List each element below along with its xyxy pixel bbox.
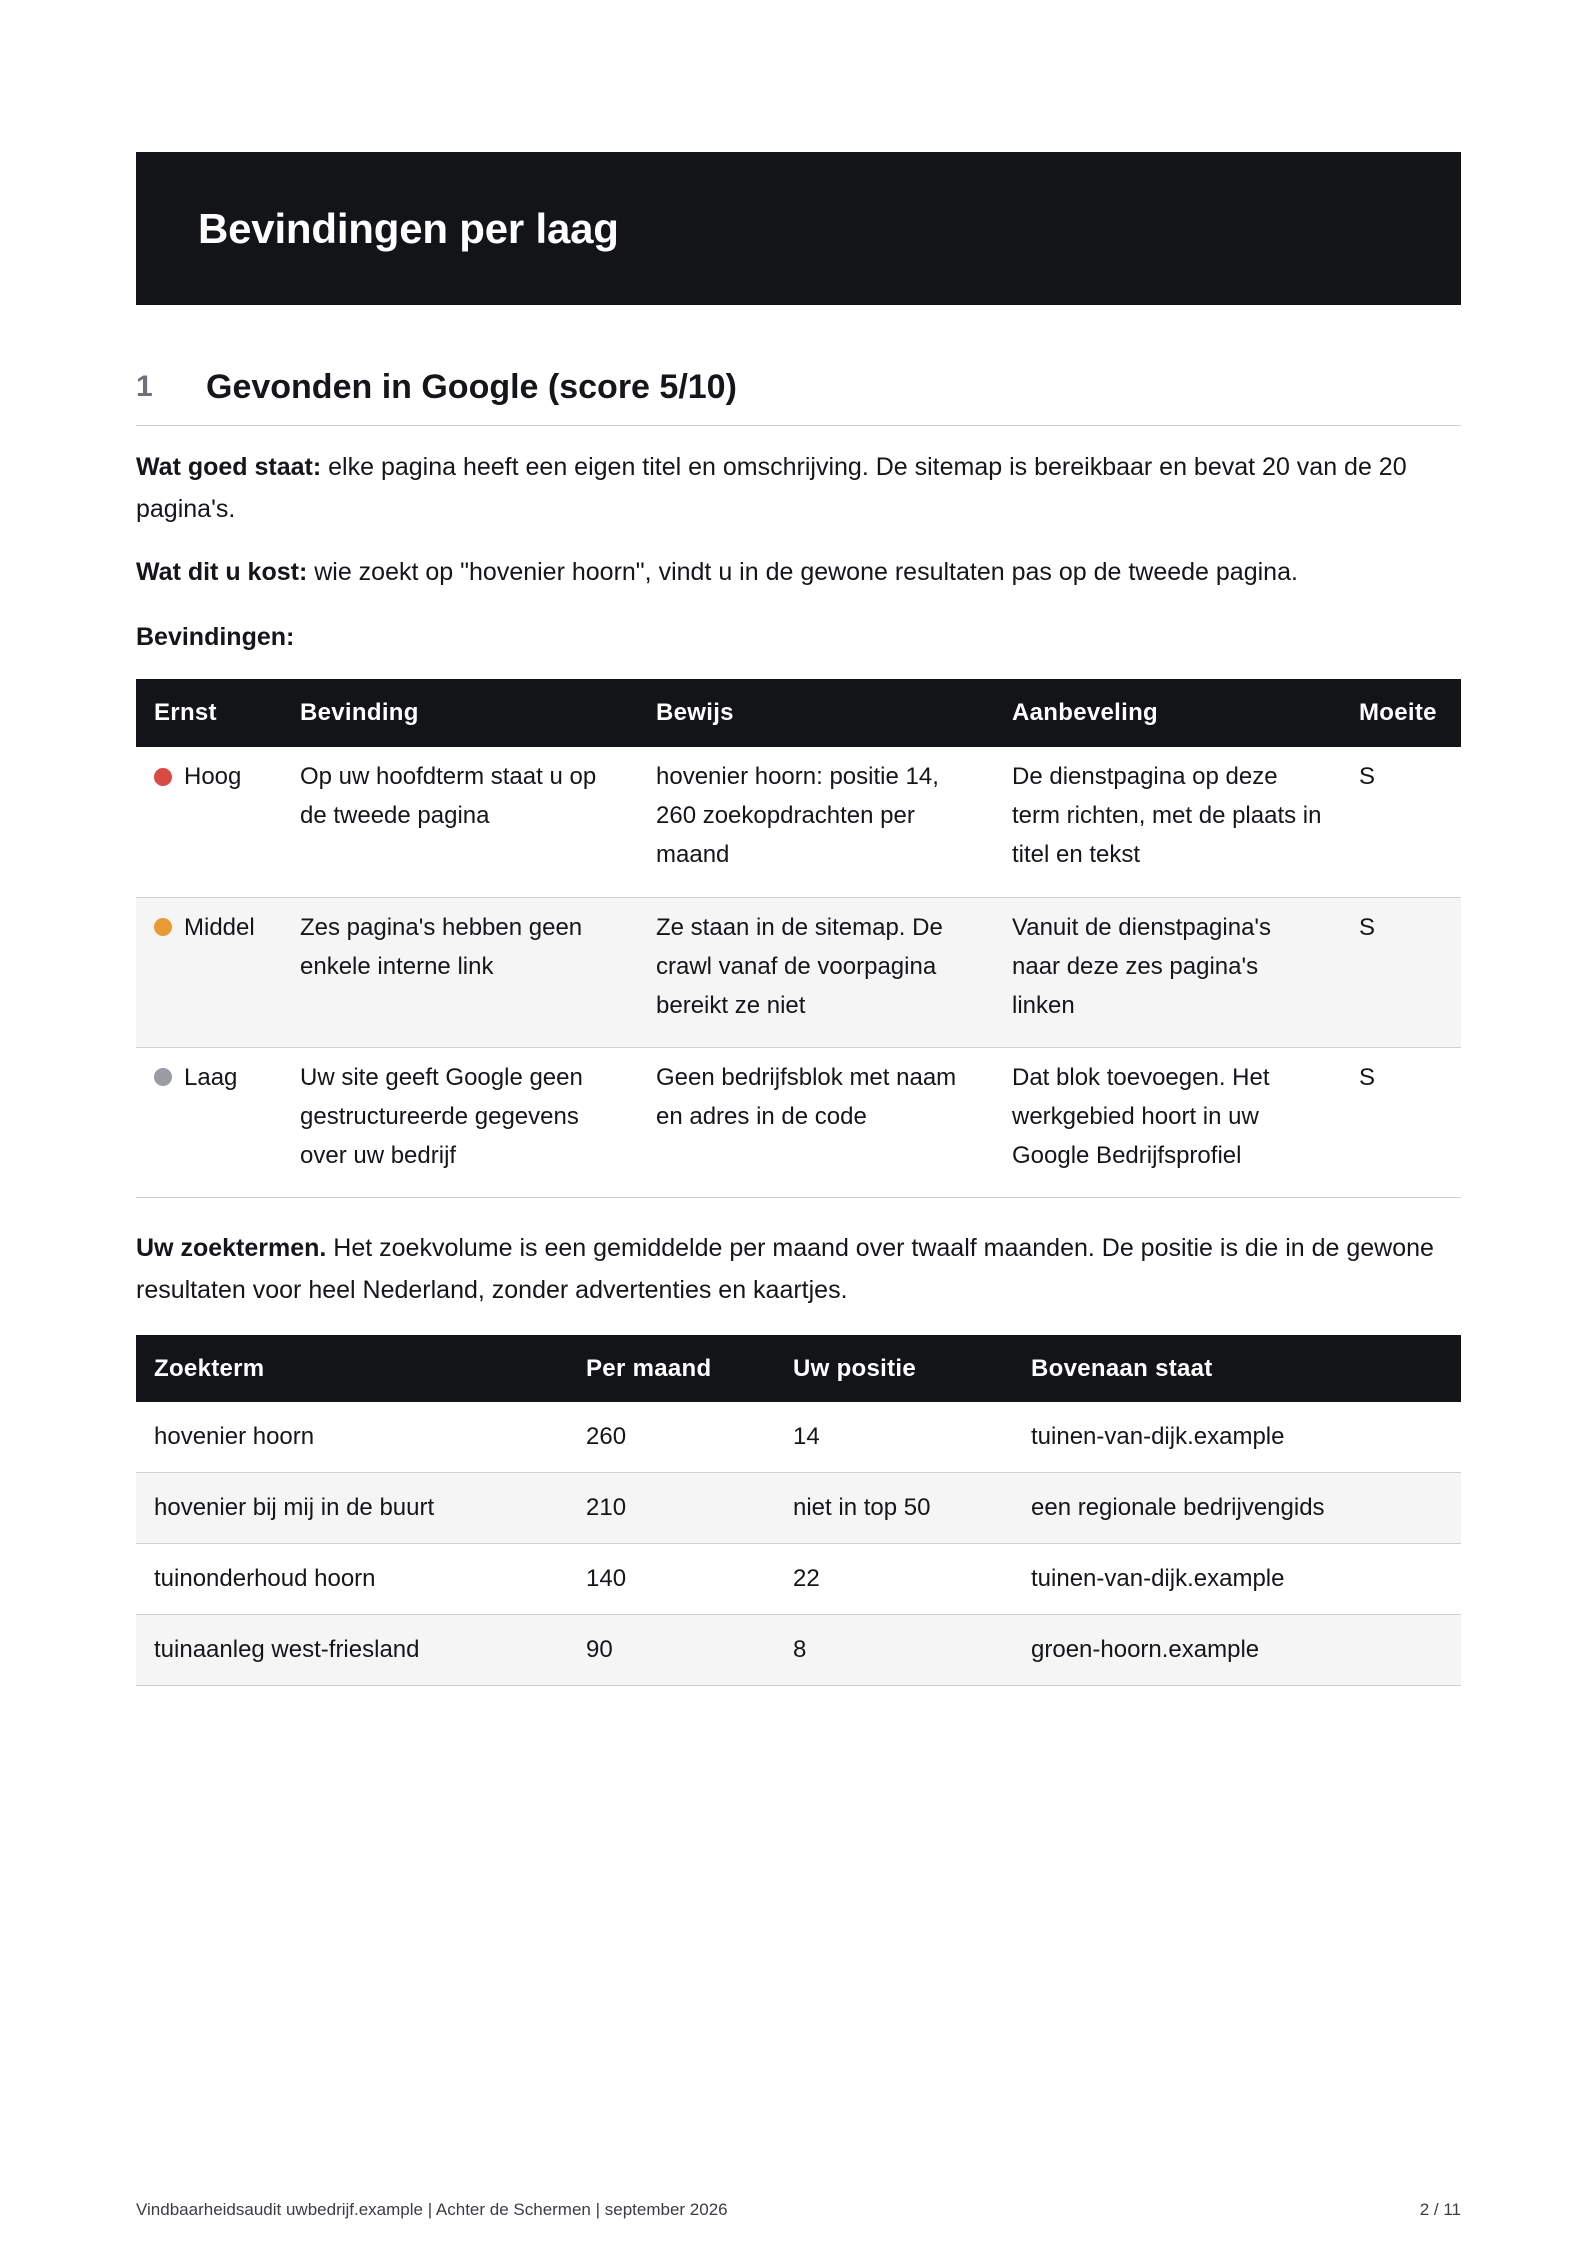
term-cell: tuinaanleg west-friesland	[136, 1615, 568, 1686]
volume-cell: 210	[568, 1473, 775, 1544]
severity-label: Middel	[184, 913, 255, 941]
position-cell: 14	[775, 1402, 1013, 1473]
column-header-top: Bovenaan staat	[1013, 1335, 1461, 1402]
keywords-text: Het zoekvolume is een gemiddelde per maand over twaalf maanden. De positie is die in de gewone resultaten voor heel Nederland, zonder advertenties en kaartjes.	[136, 1234, 1434, 1304]
section-header	[136, 360, 1461, 426]
column-header-effort: Moeite	[1341, 679, 1461, 747]
keywords-table	[136, 1335, 1461, 1686]
findings-header-row	[136, 679, 1461, 747]
term-cell: hovenier hoorn	[136, 1402, 568, 1473]
cost-label: Wat dit u kost:	[136, 558, 308, 586]
severity-dot-icon	[154, 918, 172, 936]
keywords-header-row	[136, 1335, 1461, 1402]
recommendation-cell: De dienstpagina op deze term richten, met de plaats in titel en tekst	[994, 747, 1341, 897]
finding-cell: Uw site geeft Google geen gestructureerde gegevens over uw bedrijf	[282, 1047, 638, 1197]
top-cell: groen-hoorn.example	[1013, 1615, 1461, 1686]
position-cell: 8	[775, 1615, 1013, 1686]
column-header-term: Zoekterm	[136, 1335, 568, 1402]
top-cell: tuinen-van-dijk.example	[1013, 1402, 1461, 1473]
volume-cell: 90	[568, 1615, 775, 1686]
findings-table	[136, 679, 1461, 1198]
recommendation-cell: Dat blok toevoegen. Het werkgebied hoort in uw Google Bedrijfsprofiel	[994, 1047, 1341, 1197]
good-text: elke pagina heeft een eigen titel en omschrijving. De sitemap is bereikbaar en bevat 20 van de 20 pagina's.	[136, 453, 1407, 523]
column-header-position: Uw positie	[775, 1335, 1013, 1402]
page-banner	[136, 152, 1461, 305]
column-header-evidence: Bewijs	[638, 679, 994, 747]
column-header-severity: Ernst	[136, 679, 282, 747]
footer-page-number: 2 / 11	[1419, 2200, 1461, 2219]
cost-text: wie zoekt op "hovenier hoorn", vindt u in de gewone resultaten pas op de tweede pagina.	[307, 558, 1298, 586]
section-number: 1	[136, 370, 153, 403]
good-label: Wat goed staat:	[136, 453, 322, 481]
recommendation-cell: Vanuit de dienstpagina's naar deze zes pagina's linken	[994, 897, 1341, 1047]
column-header-volume: Per maand	[568, 1335, 775, 1402]
good-paragraph	[136, 446, 1461, 530]
evidence-cell: Geen bedrijfsblok met naam en adres in de code	[638, 1047, 994, 1197]
term-cell: hovenier bij mij in de buurt	[136, 1473, 568, 1544]
section-title: Gevonden in Google (score 5/10)	[206, 368, 737, 406]
keyword-row	[136, 1615, 1461, 1686]
findings-label: Bevindingen:	[136, 623, 295, 651]
effort-cell: S	[1341, 897, 1461, 1047]
keyword-row	[136, 1473, 1461, 1544]
keyword-row	[136, 1402, 1461, 1473]
evidence-cell: Ze staan in de sitemap. De crawl vanaf de voorpagina bereikt ze niet	[638, 897, 994, 1047]
keyword-row	[136, 1544, 1461, 1615]
page-footer	[136, 2200, 1461, 2220]
severity-cell	[136, 1047, 282, 1197]
effort-cell: S	[1341, 1047, 1461, 1197]
volume-cell: 140	[568, 1544, 775, 1615]
severity-label: Hoog	[184, 763, 242, 790]
top-cell: een regionale bedrijvengids	[1013, 1473, 1461, 1544]
severity-cell	[136, 747, 282, 897]
finding-cell: Op uw hoofdterm staat u op de tweede pagina	[282, 747, 638, 897]
severity-dot-icon	[154, 768, 172, 786]
evidence-cell: hovenier hoorn: positie 14, 260 zoekopdrachten per maand	[638, 747, 994, 897]
column-header-recommendation: Aanbeveling	[994, 679, 1341, 747]
findings-row	[136, 747, 1461, 897]
effort-cell: S	[1341, 747, 1461, 897]
cost-paragraph	[136, 551, 1461, 593]
position-cell: 22	[775, 1544, 1013, 1615]
severity-cell	[136, 897, 282, 1047]
findings-row	[136, 897, 1461, 1047]
column-header-finding: Bevinding	[282, 679, 638, 747]
severity-dot-icon	[154, 1068, 172, 1086]
findings-row	[136, 1047, 1461, 1197]
footer-document-info: Vindbaarheidsaudit uwbedrijf.example | Achter de Schermen | september 2026	[136, 2200, 728, 2219]
severity-label: Laag	[184, 1063, 238, 1091]
top-cell: tuinen-van-dijk.example	[1013, 1544, 1461, 1615]
keywords-label: Uw zoektermen.	[136, 1234, 327, 1262]
keywords-paragraph	[136, 1227, 1461, 1311]
finding-cell: Zes pagina's hebben geen enkele interne link	[282, 897, 638, 1047]
position-cell: niet in top 50	[775, 1473, 1013, 1544]
page-title: Bevindingen per laag	[198, 204, 619, 252]
volume-cell: 260	[568, 1402, 775, 1473]
term-cell: tuinonderhoud hoorn	[136, 1544, 568, 1615]
